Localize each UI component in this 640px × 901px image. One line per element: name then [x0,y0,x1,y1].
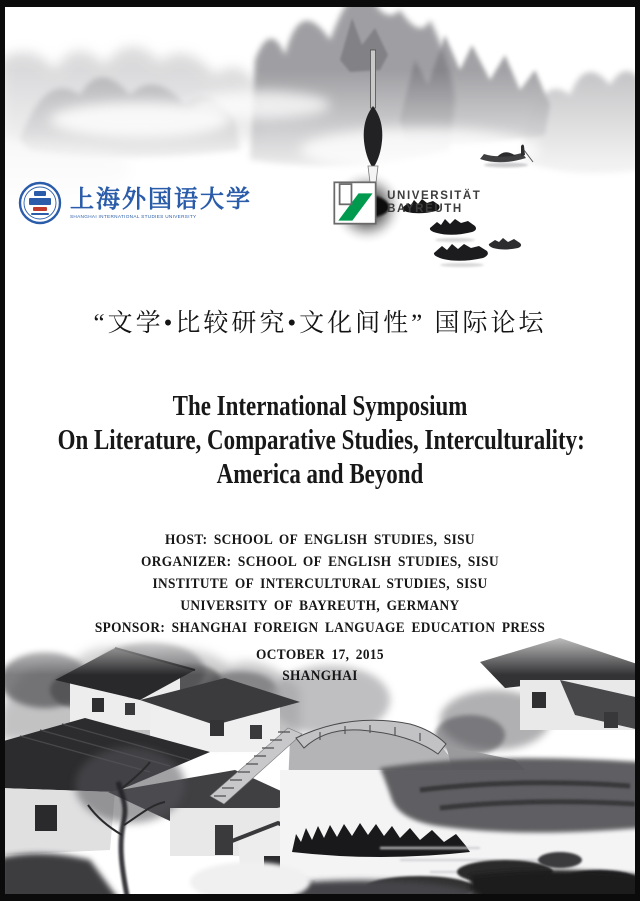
english-title [58,390,583,492]
sponsor-line: SPONSOR: SHANGHAI FOREIGN LANGUAGE EDUCATION PRESS [94,620,546,636]
sisu-logo [18,181,313,225]
bayreuth-mark-icon [333,181,377,225]
host-line: HOST: SCHOOL OF ENGLISH STUDIES, SISU [165,532,475,548]
english-title-line3: America and Beyond [216,459,424,490]
sisu-english-name: SHANGHAI INTERNATIONAL STUDIES UNIVERSITY [70,213,197,219]
university-line: UNIVERSITY OF BAYREUTH, GERMANY [180,598,460,614]
bayreuth-logo-text [387,190,481,217]
bayreuth-logo [333,181,481,225]
organizer-line: ORGANIZER: SCHOOL OF ENGLISH STUDIES, SISU [141,554,499,570]
bayreuth-name-line2: BAYREUTH [387,203,463,215]
event-location: SHANGHAI [282,668,358,684]
organizer-block [26,529,615,639]
bayreuth-name-line1: UNIVERSITÄT [387,189,482,202]
sisu-chinese-name: 上海外国语大学 [70,186,252,213]
english-title-line1: The International Symposium [172,391,468,422]
date-block [26,645,615,687]
mountain-range [0,0,640,270]
sisu-logo-text [70,187,313,220]
logo-row [18,181,481,225]
chinese-title: “文学•比较研究•文化间性” 国际论坛 [93,310,547,337]
institute-line: INSTITUTE OF INTERCULTURAL STUDIES, SISU [152,576,488,592]
event-date: OCTOBER 17, 2015 [256,647,384,663]
english-title-line2: On Literature, Comparative Studies, Interculturality: [57,425,585,456]
ink-mountains-art [0,0,640,270]
sisu-seal-icon [18,181,62,225]
